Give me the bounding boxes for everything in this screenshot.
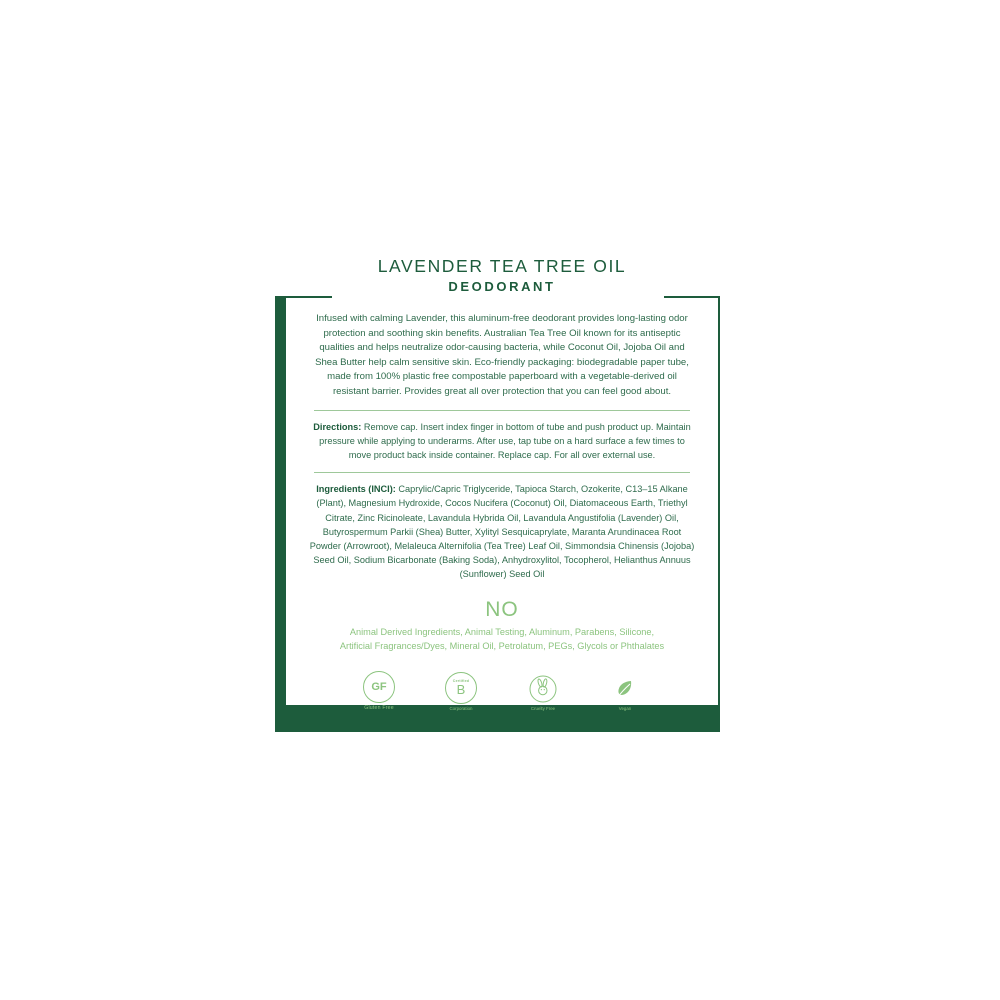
free-from-block [300, 598, 704, 653]
gluten-free-icon [363, 671, 395, 703]
product-subtitle: DEODORANT [448, 279, 556, 294]
card-top-rule-right [664, 296, 720, 298]
product-description: Infused with calming Lavender, this aluminum-free deodorant provides long-lasting odor protection and soothing skin benefits. Australian Tea Tree Oil known for its antiseptic qualities and helps neutralize odor-causing bacteria, while Coconut Oil, Jojoba Oil and Shea Butter help calm sensitive skin. Eco-friendly packaging: biodegradable paper tube, made from 100% plastic free compostable paperboard with a vegetable-derived oil resistant barrier. Provides great all over protection that you can feel good about. [315, 313, 689, 397]
ingredients-label: Ingredients (INCI): [316, 484, 396, 495]
divider-directions [314, 410, 690, 411]
badge-cruelty-free [515, 674, 571, 712]
badge-b-corp [433, 672, 489, 712]
card-top-rule-left [284, 296, 332, 298]
badge-b-corp-top: Certified [452, 679, 470, 684]
card-border-left [284, 296, 286, 707]
card-border-right [718, 296, 720, 707]
label-content [300, 312, 704, 712]
badge-b-corp-mark: B [456, 682, 466, 698]
directions-label: Directions: [313, 421, 362, 432]
ingredients-text: Caprylic/Capric Triglyceride, Tapioca Starch, Ozokerite, C13–15 Alkane (Plant), Magnesium Hydroxide, Cocos Nucifera (Coconut) Oil, Diatomaceous Earth, Triethyl Citrate, Zinc Ricinoleate, Lavandula Hybrida Oil, Lavandula Angustifolia (Lavender) Oil, Butyrospermum Parkii (Shea) Butter, Xylityl Sesquicaprylate, Maranta Arundinacea Root Powder (Arrowroot), Melaleuca Alternifolia (Tea Tree) Leaf Oil, Simmondsia Chinensis (Jojoba) Seed Oil, Sodium Bicarbonate (Baking Soda), Anhydroxylitol, Tocopherol, Helianthus Annuus (Sunflower) Seed Oil [309, 484, 695, 580]
cruelty-free-rabbit-icon [528, 674, 558, 704]
directions-text: Remove cap. Insert index finger in bottom of tube and push product up. Maintain pressure while applying to underarms. After use, tap tube on a hard surface a few times to move product back inside container. Replace cap. For all over external use. [319, 421, 691, 460]
badge-vegan-caption: Vegan [618, 705, 632, 711]
badge-cruelty-free-caption: Cruelty Free [530, 705, 556, 711]
free-from-line-2: Artificial Fragrances/Dyes, Mineral Oil, Petrolatum, PEGs, Glycols or Phthalates [339, 640, 665, 651]
free-from-line-1: Animal Derived Ingredients, Animal Testing, Aluminum, Parabens, Silicone, [349, 626, 655, 637]
product-title-block [284, 255, 720, 296]
directions-paragraph [300, 420, 704, 463]
badge-gluten-free-caption: Gluten Free [364, 704, 394, 711]
badge-b-corp-caption: Corporation [449, 705, 473, 711]
b-corp-icon [445, 672, 477, 704]
free-from-heading: NO [485, 597, 519, 621]
ingredients-paragraph [300, 482, 704, 581]
vegan-leaf-icon [610, 674, 640, 704]
product-title: LAVENDER TEA TREE OIL [377, 256, 627, 276]
certification-badges [300, 671, 704, 712]
divider-ingredients [314, 472, 690, 473]
badge-gluten-free-mark: GF [371, 680, 387, 693]
badge-vegan [597, 674, 653, 712]
badge-gluten-free [351, 671, 407, 712]
